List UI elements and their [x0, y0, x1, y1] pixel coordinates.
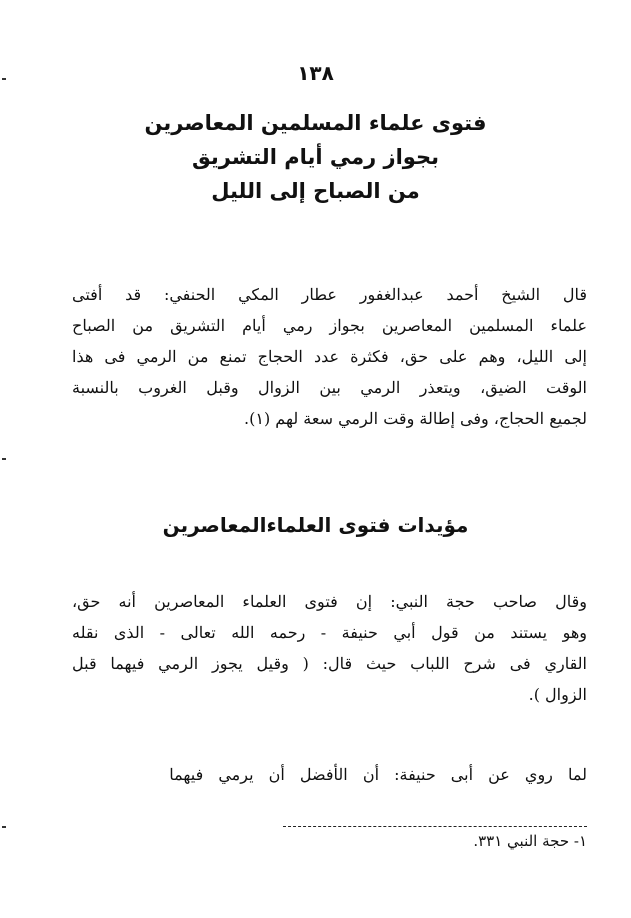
paragraph-line: القاري فى شرح اللباب حيث قال: ( وقيل يجوز الرمي فيهما قبل [72, 654, 587, 673]
paragraph-line: الزوال ). [528, 685, 587, 704]
paragraph-line: وهو يستند من قول أبي حنيفة - رحمه الله تعالى - الذى نقله [72, 623, 587, 642]
title-line-3: من الصباح إلى الليل [211, 179, 420, 203]
margin-mark [2, 78, 6, 80]
page-title [0, 106, 631, 208]
paragraph-fatwa [72, 279, 587, 434]
paragraph-line: لجميع الحجاج، وفى إطالة وقت الرمي سعة لهم (١). [244, 409, 587, 428]
footnote: ١- حجة النبي ٣٣١. [473, 832, 587, 850]
margin-mark [2, 458, 6, 460]
paragraph-narration [72, 759, 587, 790]
paragraph-line: قال الشيخ أحمد عبدالغفور عطار المكي الحنفي: قد أفتى [72, 285, 587, 304]
paragraph-line: إلى الليل، وهم على حق، فكثرة عدد الحجاج تمنع من الرمي فى هذا [72, 347, 587, 366]
title-line-1: فتوى علماء المسلمين المعاصرين [144, 111, 487, 135]
footnote-divider [283, 826, 587, 827]
paragraph-line: وقال صاحب حجة النبي: إن فتوى العلماء المعاصرين أنه حق، [72, 592, 587, 611]
margin-mark [2, 826, 6, 828]
paragraph-line: الوقت الضيق، ويتعذر الرمي بين الزوال وقبل الغروب بالنسبة [72, 378, 587, 397]
paragraph-line: علماء المسلمين المعاصرين بجواز رمي أيام التشريق من الصباح [72, 316, 587, 335]
paragraph-line: لما روي عن أبى حنيفة: أن الأفضل أن يرمي فيهما [169, 765, 587, 784]
page-number: ١٣٨ [297, 61, 334, 85]
paragraph-supporting [72, 586, 587, 710]
title-line-2: بجواز رمي أيام التشريق [191, 145, 439, 169]
section-heading: مؤيدات فتوى العلماءالمعاصرين [162, 513, 469, 537]
